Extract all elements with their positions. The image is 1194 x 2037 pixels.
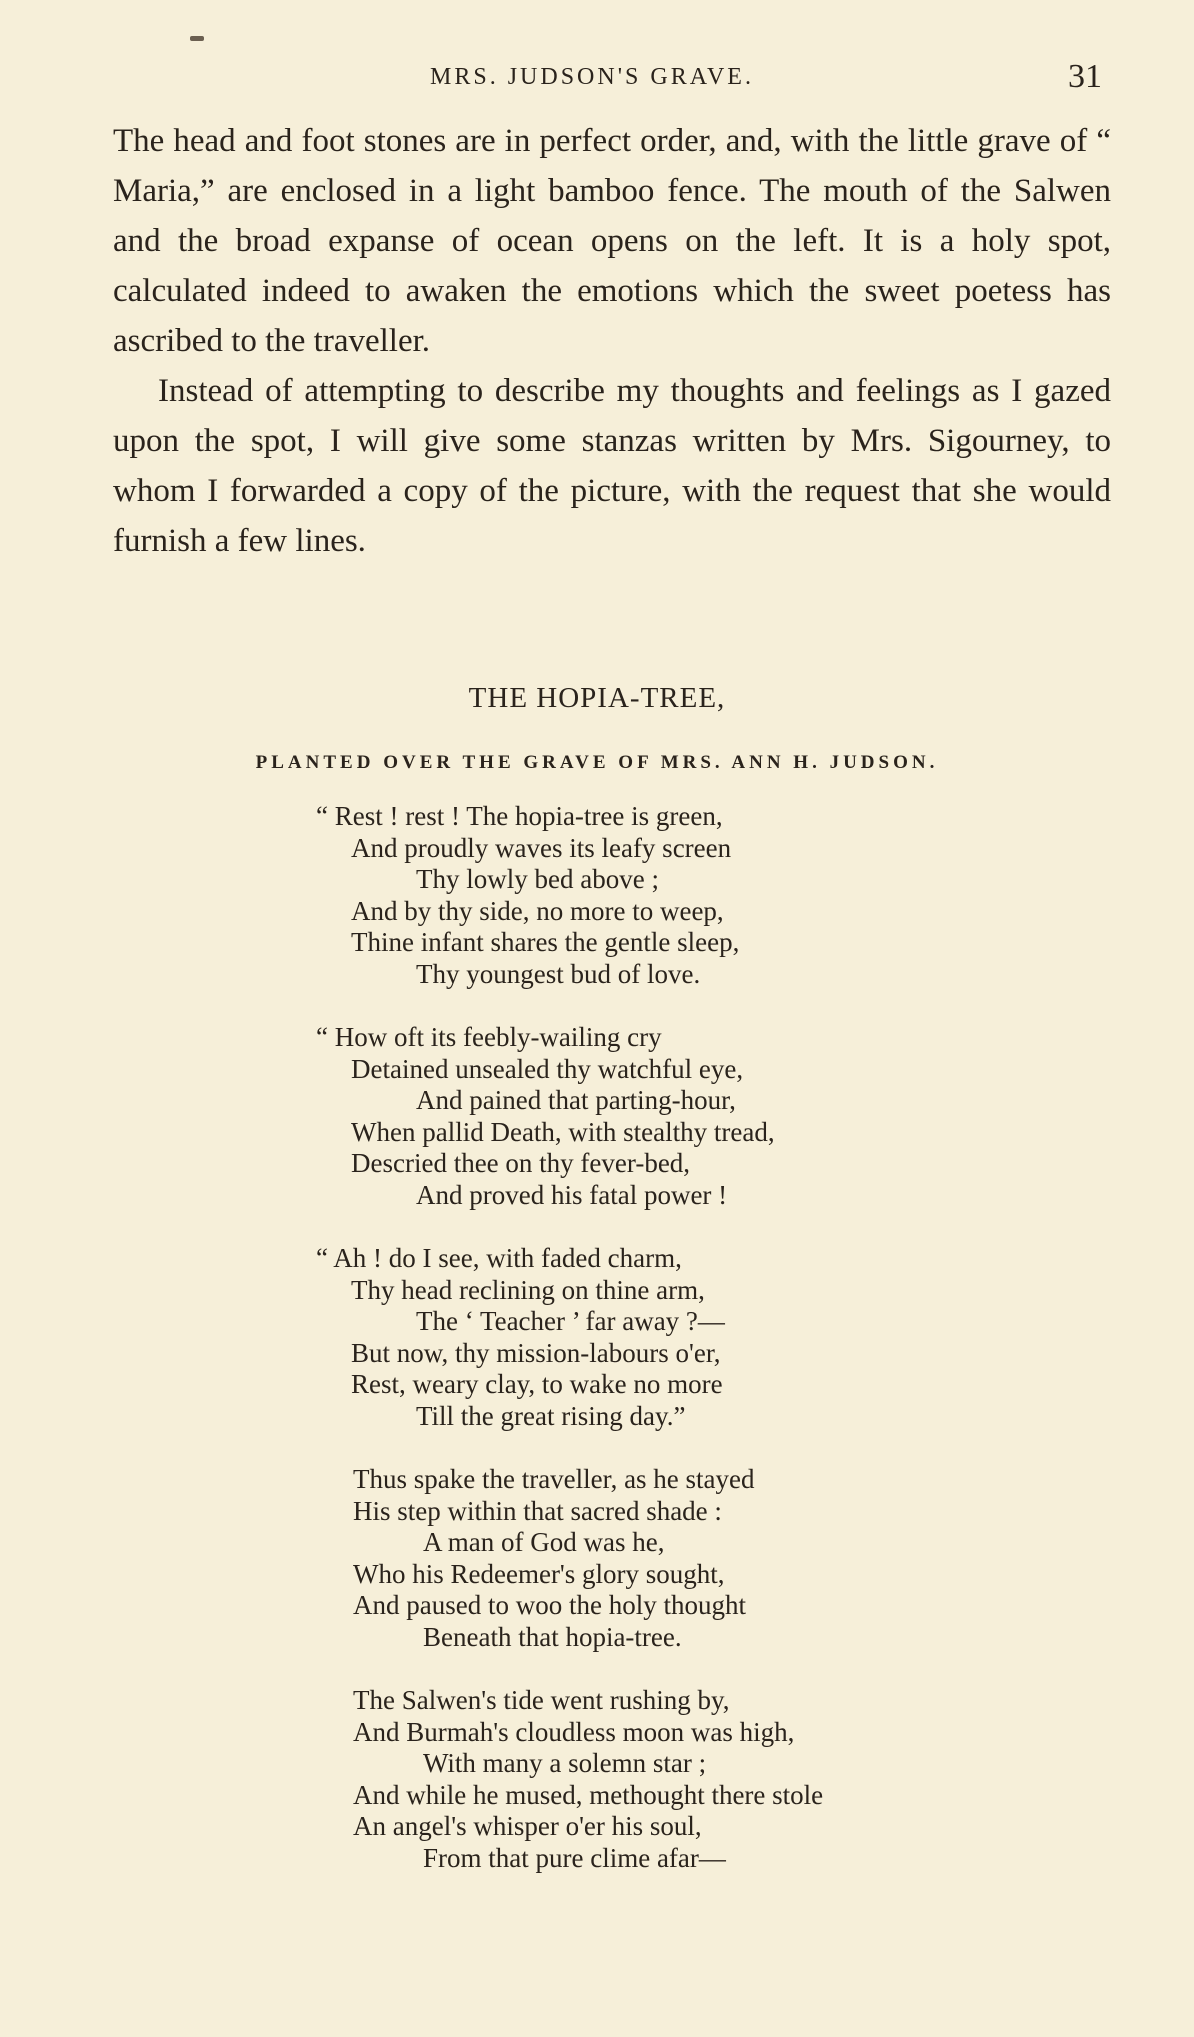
poem-line: Rest, weary clay, to wake no more bbox=[351, 1369, 723, 1399]
body-text bbox=[113, 116, 1111, 566]
poem-line: A man of God was he, bbox=[423, 1527, 665, 1557]
running-title: MRS. JUDSON'S GRAVE. bbox=[430, 64, 754, 90]
poem-line: And pained that parting-hour, bbox=[416, 1085, 736, 1115]
ink-speck bbox=[190, 36, 204, 41]
poem-line: Thy lowly bed above ; bbox=[416, 864, 659, 894]
stanza bbox=[316, 1685, 1036, 1874]
paragraph: Instead of attempting to describe my thoughts and feelings as I gazed upon the spot, I will give some stanzas written by Mrs. Sigourney, to whom I forwarded a copy of the picture, with the request that she would furnish a few lines. bbox=[113, 373, 1111, 559]
poem-line: “ How oft its feebly-wailing cry bbox=[316, 1022, 662, 1052]
poem-line: With many a solemn star ; bbox=[423, 1748, 707, 1778]
poem-line: But now, thy mission-labours o'er, bbox=[351, 1337, 721, 1368]
page-number: 31 bbox=[1068, 58, 1102, 95]
stanza bbox=[316, 1022, 1036, 1211]
poem-line: Descried thee on thy fever-bed, bbox=[351, 1148, 691, 1178]
poem-line: And proudly waves its leafy screen bbox=[351, 832, 732, 863]
poem-line: Till the great rising day.” bbox=[416, 1400, 686, 1431]
poem-line: “ Ah ! do I see, with faded charm, bbox=[316, 1243, 682, 1273]
poem-line: And proved his fatal power ! bbox=[416, 1179, 728, 1210]
poem-line: Thus spake the traveller, as he stayed bbox=[353, 1464, 755, 1494]
stanza bbox=[316, 1243, 1036, 1432]
poem-stanzas bbox=[316, 801, 1036, 1906]
poem-line: Thy head reclining on thine arm, bbox=[351, 1274, 705, 1305]
poem-line: Thine infant shares the gentle sleep, bbox=[351, 927, 740, 957]
poem-line: The Salwen's tide went rushing by, bbox=[353, 1685, 730, 1715]
stanza bbox=[316, 1464, 1036, 1653]
running-head bbox=[0, 60, 1194, 100]
poem-line: Thy youngest bud of love. bbox=[416, 958, 701, 989]
poem-line: “ Rest ! rest ! The hopia-tree is green, bbox=[316, 801, 723, 831]
poem-line: Detained unsealed thy watchful eye, bbox=[351, 1053, 744, 1084]
poem-line: From that pure clime afar— bbox=[423, 1842, 726, 1873]
paragraph: The head and foot stones are in perfect order, and, with the little grave of “ Maria,” are enclosed in a light bamboo fence. The mouth of the Salwen and the broad expanse of ocean opens on the left. It is a holy spot, calculated indeed to awaken the emotions which the sweet poetess has ascribed to the traveller. bbox=[113, 123, 1111, 359]
poem-line: And Burmah's cloudless moon was high, bbox=[353, 1716, 795, 1747]
poem-subtitle: PLANTED OVER THE GRAVE OF MRS. ANN H. JUDSON. bbox=[255, 752, 939, 773]
poem-line: And by thy side, no more to weep, bbox=[351, 895, 724, 926]
poem-line: When pallid Death, with stealthy tread, bbox=[351, 1116, 775, 1147]
poem-line: An angel's whisper o'er his soul, bbox=[353, 1811, 702, 1841]
poem-line: The ‘ Teacher ’ far away ?— bbox=[416, 1306, 725, 1336]
stanza bbox=[316, 801, 1036, 990]
poem-title: THE HOPIA-TREE, bbox=[468, 682, 726, 714]
poem-line: And paused to woo the holy thought bbox=[353, 1590, 746, 1620]
poem-line: Beneath that hopia-tree. bbox=[423, 1621, 682, 1652]
poem-line: And while he mused, methought there stole bbox=[353, 1779, 824, 1810]
poem-line: His step within that sacred shade : bbox=[353, 1495, 722, 1526]
poem-line: Who his Redeemer's glory sought, bbox=[353, 1558, 725, 1589]
